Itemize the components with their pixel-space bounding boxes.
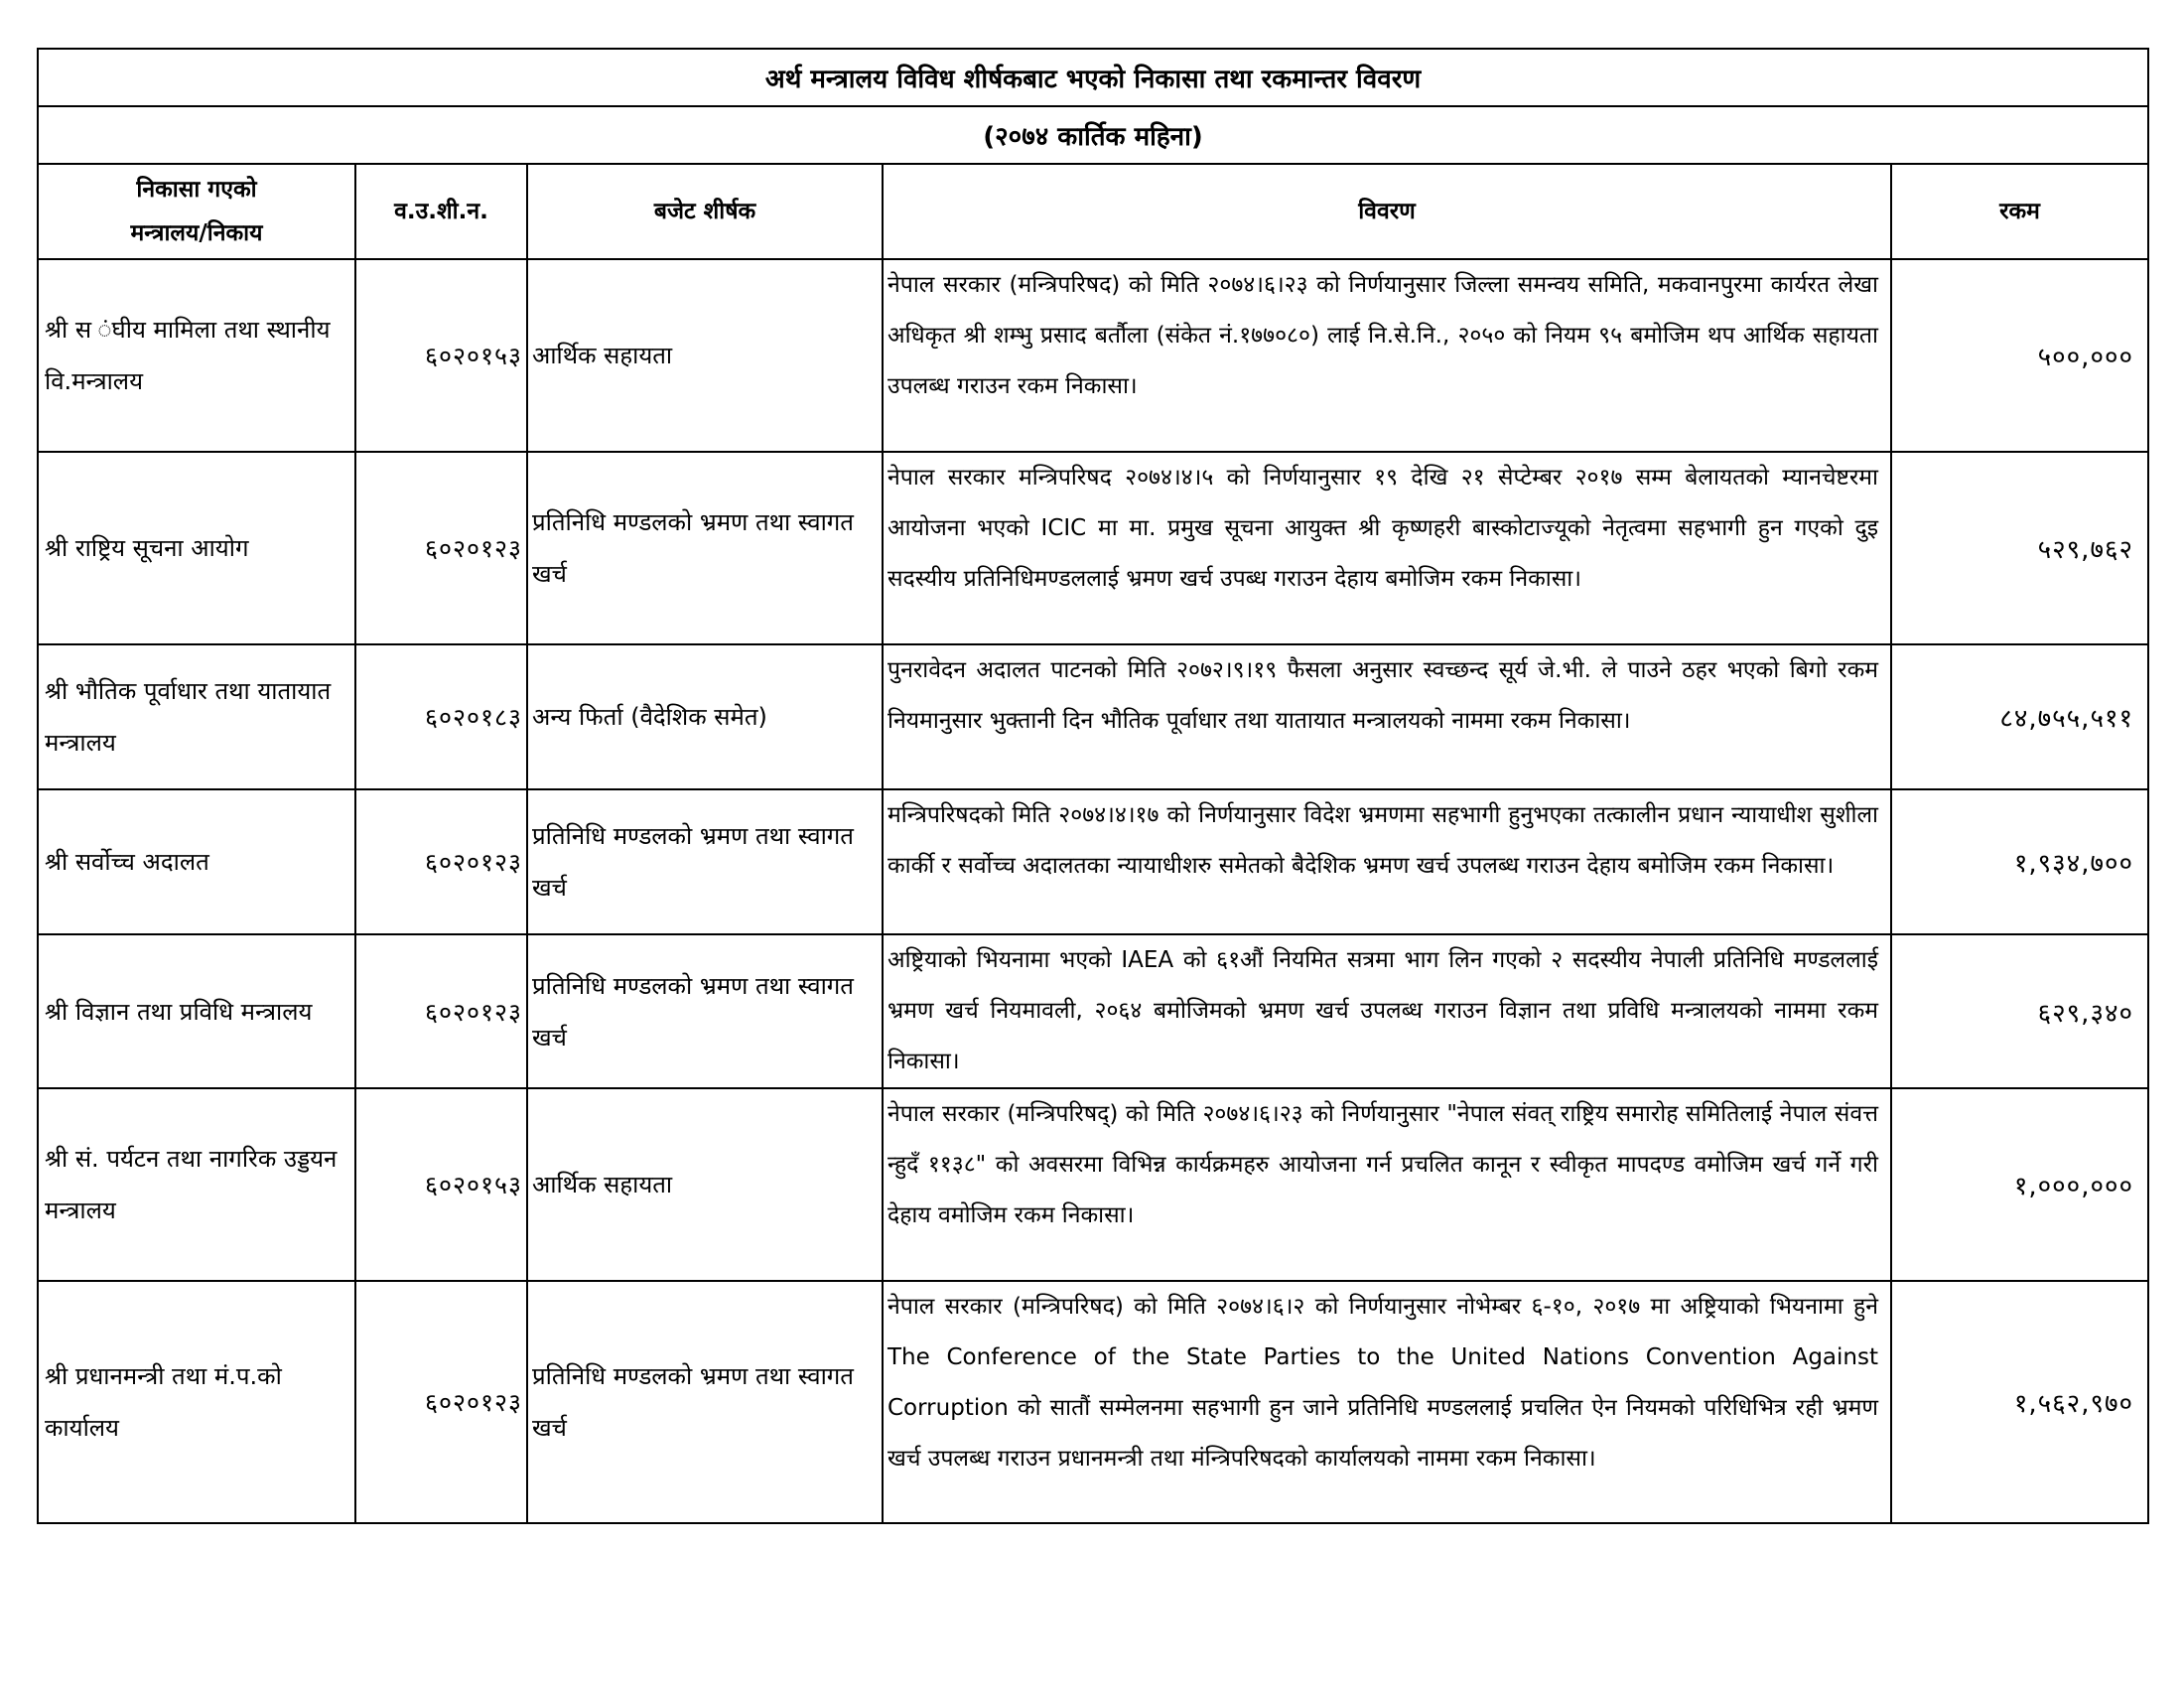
row-ministry: श्री प्रधानमन्त्री तथा मं.प.को कार्यालय	[38, 1281, 355, 1523]
row-code: ६०२०१८३	[355, 644, 527, 789]
row-description: नेपाल सरकार (मन्त्रिपरिषद) को मिति २०७४।६।२ को निर्णयानुसार नोभेम्बर ६-१०, २०१७ मा अष्ट्रियाको भियनामा हुने The Conference of the State Parties to the United Nations Convention Against Corruption को सातौं सम्मेलनमा सहभागी हुन जाने प्रतिनिधि मण्डललाई प्रचलित ऐन नियमको परिधिभित्र रही भ्रमण खर्च उपलब्ध गराउन प्रधानमन्त्री तथा मंन्त्रिपरिषदको कार्यालयको नाममा रकम निकासा।	[883, 1281, 1891, 1523]
header-budget-head: बजेट शीर्षक	[527, 164, 883, 259]
row-budget-head: आर्थिक सहायता	[527, 1088, 883, 1281]
header-description: विवरण	[883, 164, 1891, 259]
row-ministry: श्री स ंघीय मामिला तथा स्थानीय वि.मन्त्रालय	[38, 259, 355, 452]
row-ministry: श्री भौतिक पूर्वाधार तथा यातायात मन्त्रालय	[38, 644, 355, 789]
document-subtitle: (२०७४ कार्तिक महिना)	[38, 106, 2148, 164]
table-row	[38, 789, 2148, 934]
row-budget-head: प्रतिनिधि मण्डलको भ्रमण तथा स्वागत खर्च	[527, 934, 883, 1088]
row-ministry: श्री सर्वोच्च अदालत	[38, 789, 355, 934]
row-budget-head: अन्य फिर्ता (वैदेशिक समेत)	[527, 644, 883, 789]
header-row	[38, 164, 2148, 259]
row-budget-head: प्रतिनिधि मण्डलको भ्रमण तथा स्वागत खर्च	[527, 789, 883, 934]
row-code: ६०२०१२३	[355, 1281, 527, 1523]
row-description: पुनरावेदन अदालत पाटनको मिति २०७२।९।१९ फैसला अनुसार स्वच्छन्द सूर्य जे.भी. ले पाउने ठहर भएको बिगो रकम नियमानुसार भुक्तानी दिन भौतिक पूर्वाधार तथा यातायात मन्त्रालयको नाममा रकम निकासा।	[883, 644, 1891, 789]
row-code: ६०२०१२३	[355, 789, 527, 934]
row-amount: १,९३४,७००	[1891, 789, 2148, 934]
row-description: नेपाल सरकार (मन्त्रिपरिषद) को मिति २०७४।६।२३ को निर्णयानुसार जिल्ला समन्वय समिति, मकवानपुरमा कार्यरत लेखा अधिकृत श्री शम्भु प्रसाद बर्तौला (संकेत नं.१७७०८०) लाई नि.से.नि., २०५० को नियम ९५ बमोजिम थप आर्थिक सहायता उपलब्ध गराउन रकम निकासा।	[883, 259, 1891, 452]
header-amount: रकम	[1891, 164, 2148, 259]
table-row	[38, 644, 2148, 789]
row-budget-head: प्रतिनिधि मण्डलको भ्रमण तथा स्वागत खर्च	[527, 1281, 883, 1523]
header-ministry-line2: मन्त्रालय/निकाय	[130, 220, 263, 246]
table-row	[38, 934, 2148, 1088]
row-code: ६०२०१५३	[355, 1088, 527, 1281]
row-amount: ८४,७५५,५११	[1891, 644, 2148, 789]
row-code: ६०२०१२३	[355, 452, 527, 644]
title-row	[38, 49, 2148, 106]
row-description: नेपाल सरकार (मन्त्रिपरिषद्) को मिति २०७४।६।२३ को निर्णयानुसार "नेपाल संवत् राष्ट्रिय समारोह समितिलाई नेपाल संवत्त न्हुदँ ११३८" को अवसरमा विभिन्न कार्यक्रमहरु आयोजना गर्न प्रचलित कानून र स्वीकृत मापदण्ड वमोजिम खर्च गर्ने गरी देहाय वमोजिम रकम निकासा।	[883, 1088, 1891, 1281]
row-budget-head: आर्थिक सहायता	[527, 259, 883, 452]
header-ministry	[38, 164, 355, 259]
row-ministry: श्री राष्ट्रिय सूचना आयोग	[38, 452, 355, 644]
subtitle-row	[38, 106, 2148, 164]
disbursement-table	[37, 48, 2149, 1524]
row-code: ६०२०१५३	[355, 259, 527, 452]
document-title: अर्थ मन्त्रालय विविध शीर्षकबाट भएको निकासा तथा रकमान्तर विवरण	[38, 49, 2148, 106]
table-row	[38, 452, 2148, 644]
row-code: ६०२०१२३	[355, 934, 527, 1088]
row-ministry: श्री विज्ञान तथा प्रविधि मन्त्रालय	[38, 934, 355, 1088]
header-code: व.उ.शी.न.	[355, 164, 527, 259]
table-row	[38, 1088, 2148, 1281]
row-amount: ५००,०००	[1891, 259, 2148, 452]
row-amount: ६२९,३४०	[1891, 934, 2148, 1088]
row-ministry: श्री सं. पर्यटन तथा नागरिक उड्डयन मन्त्रालय	[38, 1088, 355, 1281]
row-description: नेपाल सरकार मन्त्रिपरिषद २०७४।४।५ को निर्णयानुसार १९ देखि २१ सेप्टेम्बर २०१७ सम्म बेलायतको म्यानचेष्टरमा आयोजना भएको ICIC मा मा. प्रमुख सूचना आयुक्त श्री कृष्णहरी बास्कोटाज्यूको नेतृत्वमा सहभागी हुन गएको दुइ सदस्यीय प्रतिनिधिमण्डललाई भ्रमण खर्च उपब्ध गराउन देहाय बमोजिम रकम निकासा।	[883, 452, 1891, 644]
table-row	[38, 1281, 2148, 1523]
row-description: अष्ट्रियाको भियनामा भएको IAEA को ६१औं नियमित सत्रमा भाग लिन गएको २ सदस्यीय नेपाली प्रतिनिधि मण्डललाई भ्रमण खर्च नियमावली, २०६४ बमोजिमको भ्रमण खर्च उपलब्ध गराउन विज्ञान तथा प्रविधि मन्त्रालयको नाममा रकम निकासा।	[883, 934, 1891, 1088]
row-budget-head: प्रतिनिधि मण्डलको भ्रमण तथा स्वागत खर्च	[527, 452, 883, 644]
header-ministry-line1: निकासा गएको	[136, 177, 257, 203]
table-row	[38, 259, 2148, 452]
row-amount: १,०००,०००	[1891, 1088, 2148, 1281]
row-amount: १,५६२,९७०	[1891, 1281, 2148, 1523]
row-amount: ५२९,७६२	[1891, 452, 2148, 644]
row-description: मन्त्रिपरिषदको मिति २०७४।४।१७ को निर्णयानुसार विदेश भ्रमणमा सहभागी हुनुभएका तत्कालीन प्रधान न्यायाधीश सुशीला कार्की र सर्वोच्च अदालतका न्यायाधीशरु समेतको बैदेशिक भ्रमण खर्च उपलब्ध गराउन देहाय बमोजिम रकम निकासा।	[883, 789, 1891, 934]
